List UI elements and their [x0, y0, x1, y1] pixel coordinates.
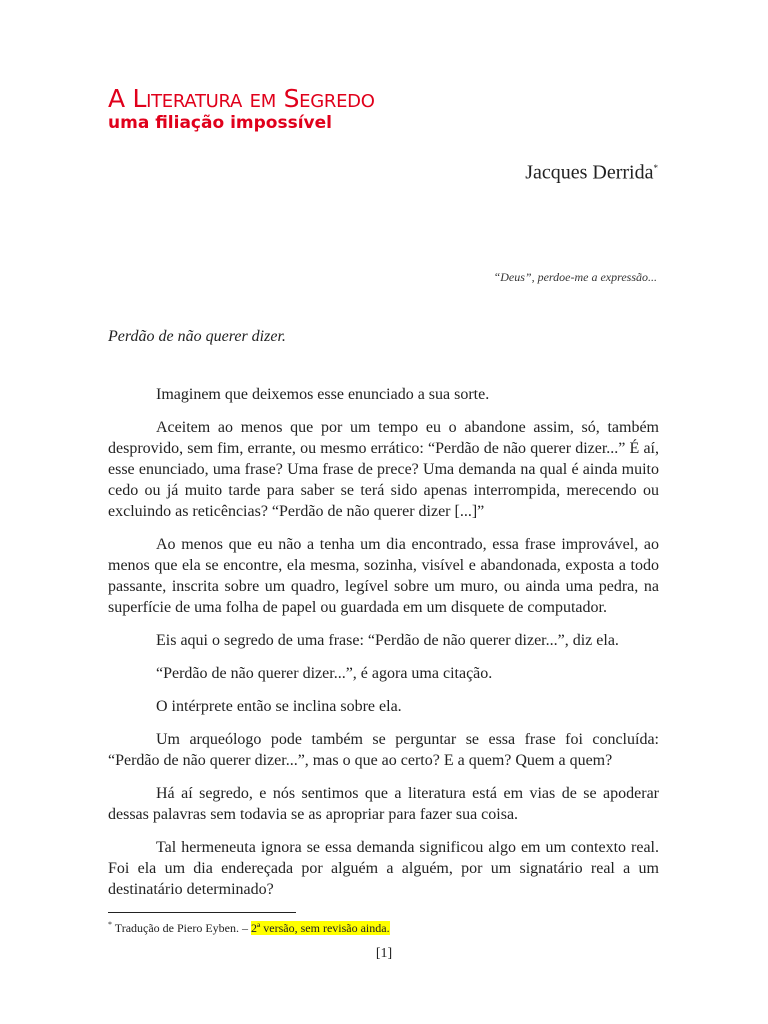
document-subtitle: uma filiação impossível [108, 113, 332, 133]
author-line [525, 155, 658, 186]
footnote-divider [108, 912, 296, 913]
author-footnote-mark[interactable]: * [653, 163, 658, 173]
footnote [108, 920, 390, 936]
paragraph: Tal hermeneuta ignora se essa demanda significou algo em um contexto real. Foi ela um dia endereçada por alguém a alguém, por um signatário real a um destinatário determinado? [108, 839, 659, 898]
footnote-text: Tradução de Piero Eyben. – [112, 921, 251, 935]
body-text [108, 384, 659, 912]
epigraph: “Deus”, perdoe-me a expressão... [493, 270, 657, 284]
paragraph: Eis aqui o segredo de uma frase: “Perdão de não querer dizer...”, diz ela. [156, 632, 619, 649]
paragraph: Ao menos que eu não a tenha um dia encontrado, essa frase improvável, ao menos que ela se encontre, ela mesma, sozinha, visível e abandonada, exposta a todo passante, inscrita sobre um quadro, legível sobre um muro, ou ainda uma pedra, na superfície de uma folha de papel ou guardada em um disquete de computador. [108, 536, 659, 616]
paragraph: O intérprete então se inclina sobre ela. [156, 698, 402, 715]
section-heading: Perdão de não querer dizer. [108, 328, 286, 345]
footnote-highlighted-note: 2ª versão, sem revisão ainda. [250, 921, 390, 935]
paragraph: Imaginem que deixemos esse enunciado a sua sorte. [156, 386, 490, 403]
paragraph: Há aí segredo, e nós sentimos que a literatura está em vias de se apoderar dessas palavras sem todavia se as apropriar para fazer sua coisa. [108, 785, 659, 823]
document-title: A Literatura em Segredo [108, 84, 375, 113]
footnote-mark: * [108, 920, 112, 929]
page-number: [1] [375, 946, 393, 961]
paragraph: Aceitem ao menos que por um tempo eu o abandone assim, só, também desprovido, sem fim, errante, ou mesmo errático: “Perdão de não querer dizer...” É aí, esse enunciado, uma frase? Uma frase de prece? Uma demanda na qual é ainda muito cedo ou já muito tarde para saber se terá sido apenas interrompida, merecendo ou excluindo as reticências? “Perdão de não querer dizer [...]” [108, 419, 659, 520]
author-name: Jacques Derrida [525, 161, 654, 184]
paragraph: Um arqueólogo pode também se perguntar se essa frase foi concluída: “Perdão de não querer dizer...”, mas o que ao certo? E a quem? Quem a quem? [108, 731, 659, 769]
paragraph: “Perdão de não querer dizer...”, é agora uma citação. [156, 665, 493, 682]
